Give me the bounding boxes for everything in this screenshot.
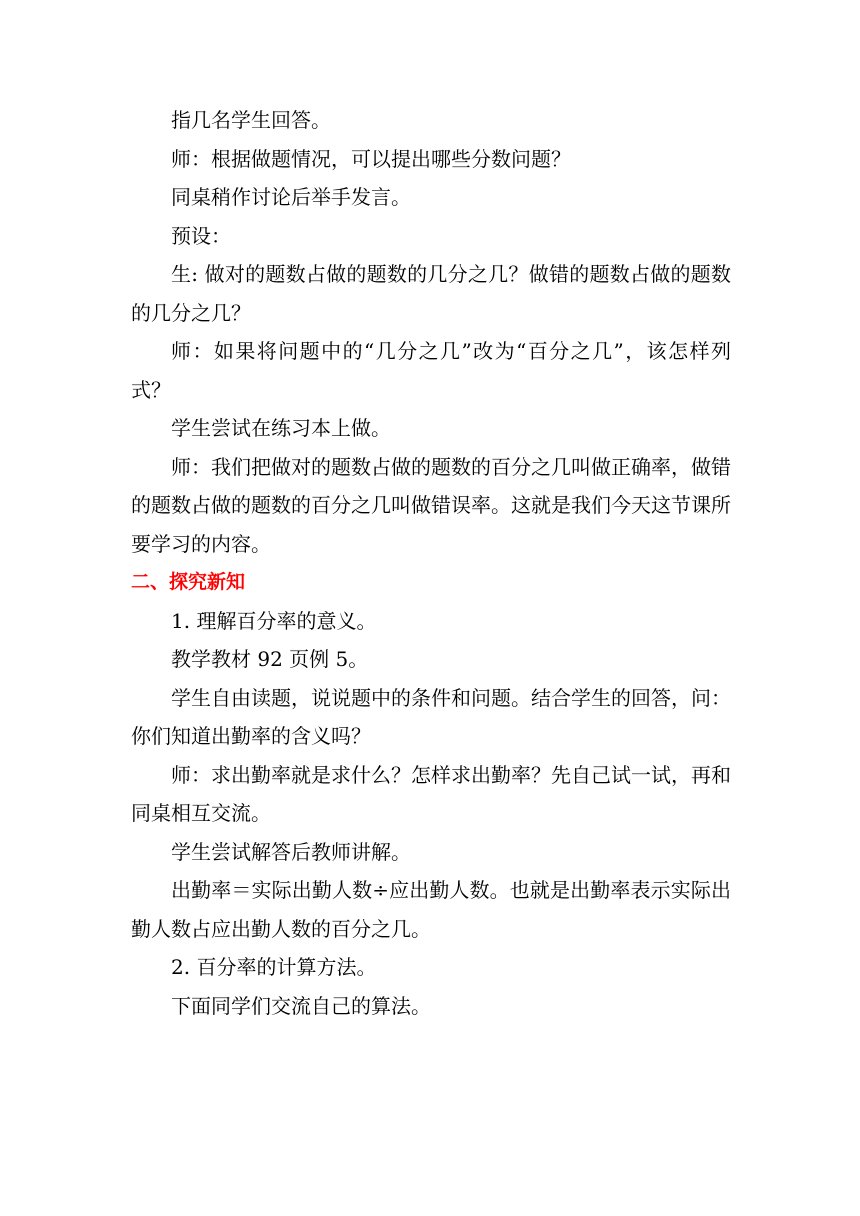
section-heading: 二、探究新知 — [131, 571, 246, 593]
paragraph: 出勤率＝实际出勤人数÷应出勤人数。也就是出勤率表示实际出勤人数占应出勤人数的百分之几。 — [131, 878, 731, 941]
paragraph: 预设： — [171, 223, 231, 248]
paragraph: 同桌稍作讨论后举手发言。 — [171, 185, 411, 209]
paragraph: 师：我们把做对的题数占做的题数的百分之几叫做正确率，做错的题数占做的题数的百分之几叫做错误率。这就是我们今天这节课所要学习的内容。 — [131, 454, 731, 556]
paragraph: 1. 理解百分率的意义。 — [171, 608, 377, 633]
paragraph: 2. 百分率的计算方法。 — [171, 955, 377, 979]
paragraph: 学生尝试在练习本上做。 — [171, 416, 391, 440]
paragraph: 学生自由读题，说说题中的条件和问题。结合学生的回答，问：你们知道出勤率的含义吗？ — [131, 685, 731, 748]
paragraph: 指几名学生回答。 — [171, 108, 331, 132]
paragraph: 下面同学们交流自己的算法。 — [171, 993, 431, 1018]
paragraph: 学生尝试解答后教师讲解。 — [171, 839, 411, 864]
document-body — [131, 101, 731, 1025]
paragraph: 教学教材 92 页例 5。 — [171, 647, 369, 671]
paragraph: 师：根据做题情况，可以提出哪些分数问题？ — [171, 146, 571, 171]
paragraph: 师：求出勤率就是求什么？怎样求出勤率？先自己试一试，再和同桌相互交流。 — [131, 762, 731, 825]
paragraph: 师：如果将问题中的“几分之几”改为“百分之几”，该怎样列式？ — [131, 339, 731, 402]
paragraph: 生: 做对的题数占做的题数的几分之几？做错的题数占做的题数的几分之几？ — [131, 262, 731, 325]
